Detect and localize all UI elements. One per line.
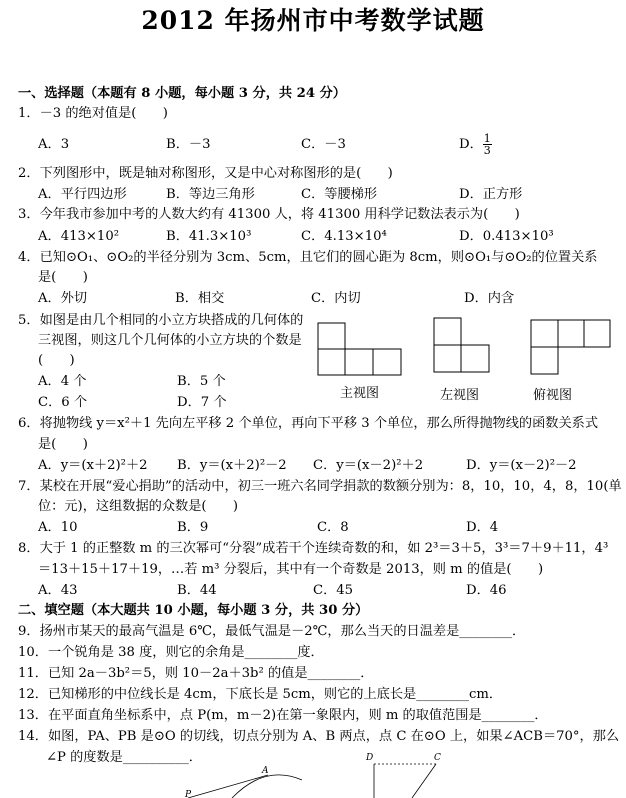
q12: 12．已知梯形的中位线长是 4cm，下底长是 5cm，则它的上底长是________cm． xyxy=(18,687,503,702)
q7-stem-line1: 7．某校在开展“爱心捐助”的活动中，初三一班六名同学捐款的数额分别为：8，10，10，4，8，10(单 xyxy=(18,479,622,494)
page-title: 2012 年扬州市中考数学试题 xyxy=(141,6,485,35)
q6-option-b: B．y＝(x＋2)²－2 xyxy=(177,458,287,473)
q7-option-c: C．8 xyxy=(317,520,349,535)
q2-option-d: D．正方形 xyxy=(459,187,523,202)
q5-option-b: B．5 个 xyxy=(177,374,226,389)
q2-option-a: A．平行四边形 xyxy=(38,187,127,202)
top-view-label: 俯视图 xyxy=(533,388,573,403)
front-view-cube xyxy=(318,323,345,349)
q8-option-c: C．45 xyxy=(313,583,354,598)
q1-option-c: C．－3 xyxy=(301,137,346,152)
q3-option-c: C．4.13×10⁴ xyxy=(301,229,387,244)
top-view-cube xyxy=(531,320,558,347)
q3-stem: 3．今年我市参加中考的人数大约有 41300 人，将 41300 用科学记数法表示为( ) xyxy=(18,207,520,222)
left-view-cube xyxy=(461,345,489,372)
q3-option-d: D．0.413×10³ xyxy=(459,229,554,244)
q14-line1: 14．如图，PA、PB 是⊙O 的切线，切点分别为 A、B 两点，点 C 在⊙O 上，如果∠ACB＝70°，那么 xyxy=(18,729,620,744)
q1-option-a: A．3 xyxy=(38,137,70,152)
q13: 13．在平面直角坐标系中，点 P(m，m－2)在第一象限内，则 m 的取值范围是________． xyxy=(18,708,548,723)
fraction-numerator: 1 xyxy=(483,132,491,145)
q5-stem-line1: 5．如图是由几个相同的小立方块搭成的几何体的 xyxy=(18,313,304,328)
section-heading-fill: 二、填空题（本大题共 10 小题，每小题 3 分，共 30 分） xyxy=(18,603,369,618)
q5-stem-line2: 三视图，则这几个几何体的小立方块的个数是 xyxy=(38,333,302,348)
top-view-cube xyxy=(584,320,610,347)
q8-stem-line2: ＝13＋15＋17＋19，…若 m³ 分裂后，其中有一个奇数是 2013，则 m 的值是( ) xyxy=(38,562,544,577)
q7-option-b: B．9 xyxy=(177,520,209,535)
q4-option-a: A．外切 xyxy=(38,291,88,306)
q5-stem-line3: ( ) xyxy=(38,353,75,368)
q5-option-c: C．6 个 xyxy=(38,395,88,410)
q4-stem-line2: 是( ) xyxy=(38,270,88,285)
q6-option-d: D．y＝(x－2)²－2 xyxy=(466,458,577,473)
q4-option-b: B．相交 xyxy=(175,291,225,306)
q10: 10．一个锐角是 38 度，则它的余角是________度． xyxy=(18,645,324,660)
q2-stem: 2．下列图形中，既是轴对称图形，又是中心对称图形的是( ) xyxy=(18,166,393,181)
left-view-label: 左视图 xyxy=(440,388,480,403)
q9: 9．扬州市某天的最高气温是 6℃，最低气温是－2℃，那么当天的日温差是________． xyxy=(18,624,526,639)
q2-option-b: B．等边三角形 xyxy=(166,187,255,202)
front-view-cube xyxy=(345,349,373,375)
q14-line2: ∠P 的度数是__________． xyxy=(46,750,202,765)
q6-stem-line1: 6．将抛物线 y＝x²＋1 先向左平移 2 个单位，再向下平移 3 个单位，那么所得抛物线的函数关系式 xyxy=(18,416,599,431)
q7-option-a: A．10 xyxy=(38,520,78,535)
q8-stem-line1: 8．大于 1 的正整数 m 的三次幂可“分裂”成若干个连续奇数的和，如 2³＝3＋5，3³＝7＋9＋11，4³ xyxy=(18,541,609,556)
label-c: C xyxy=(434,753,441,763)
q4-stem-line1: 4．已知⊙O₁、⊙O₂的半径分别为 3cm、5cm，且它们的圆心距为 8cm，则⊙O₁与⊙O₂的位置关系 xyxy=(18,250,598,265)
q1-stem: 1．－3 的绝对值是( ) xyxy=(18,106,168,121)
q8-option-d: D．46 xyxy=(466,583,507,598)
q6-option-a: A．y＝(x＋2)²＋2 xyxy=(38,458,148,473)
front-view-label: 主视图 xyxy=(340,386,380,401)
front-view-cube xyxy=(318,349,345,375)
label-p: P xyxy=(185,790,192,798)
q7-stem-line2: 位：元)，这组数据的众数是( ) xyxy=(38,499,239,514)
left-view-cube xyxy=(434,345,461,372)
q1-option-b: B．－3 xyxy=(166,137,211,152)
q3-option-a: A．413×10² xyxy=(38,229,119,244)
q4-option-d: D．内含 xyxy=(464,291,515,306)
q6-option-c: C．y＝(x－2)²＋2 xyxy=(313,458,424,473)
fraction-denominator: 3 xyxy=(483,144,491,157)
q4-option-c: C．内切 xyxy=(311,291,361,306)
circle-arc xyxy=(232,775,302,798)
q11: 11．已知 2a－3b²＝5，则 10－2a＋3b² 的值是________． xyxy=(18,666,374,681)
section-heading-choice: 一、选择题（本题有 8 小题，每小题 3 分，共 24 分） xyxy=(18,86,346,101)
label-d: D xyxy=(366,753,374,763)
q7-option-d: D．4 xyxy=(466,520,499,535)
q3-option-b: B．41.3×10³ xyxy=(166,229,252,244)
q14-figure xyxy=(0,748,626,798)
top-view-cube xyxy=(531,347,558,374)
front-view-cube xyxy=(373,349,401,375)
tangent-line xyxy=(188,775,268,798)
q1-option-d-label: D． xyxy=(459,137,483,152)
q6-stem-line2: 是( ) xyxy=(38,437,88,452)
top-view-cube xyxy=(558,320,584,347)
q8-option-b: B．44 xyxy=(177,583,217,598)
q5-option-d: D．7 个 xyxy=(177,395,227,410)
left-view-cube xyxy=(434,318,461,345)
label-a: A xyxy=(262,766,269,776)
q8-option-a: A．43 xyxy=(38,583,78,598)
q5-option-a: A．4 个 xyxy=(38,374,87,389)
diagonal-line xyxy=(412,764,436,798)
q2-option-c: C．等腰梯形 xyxy=(301,187,378,202)
